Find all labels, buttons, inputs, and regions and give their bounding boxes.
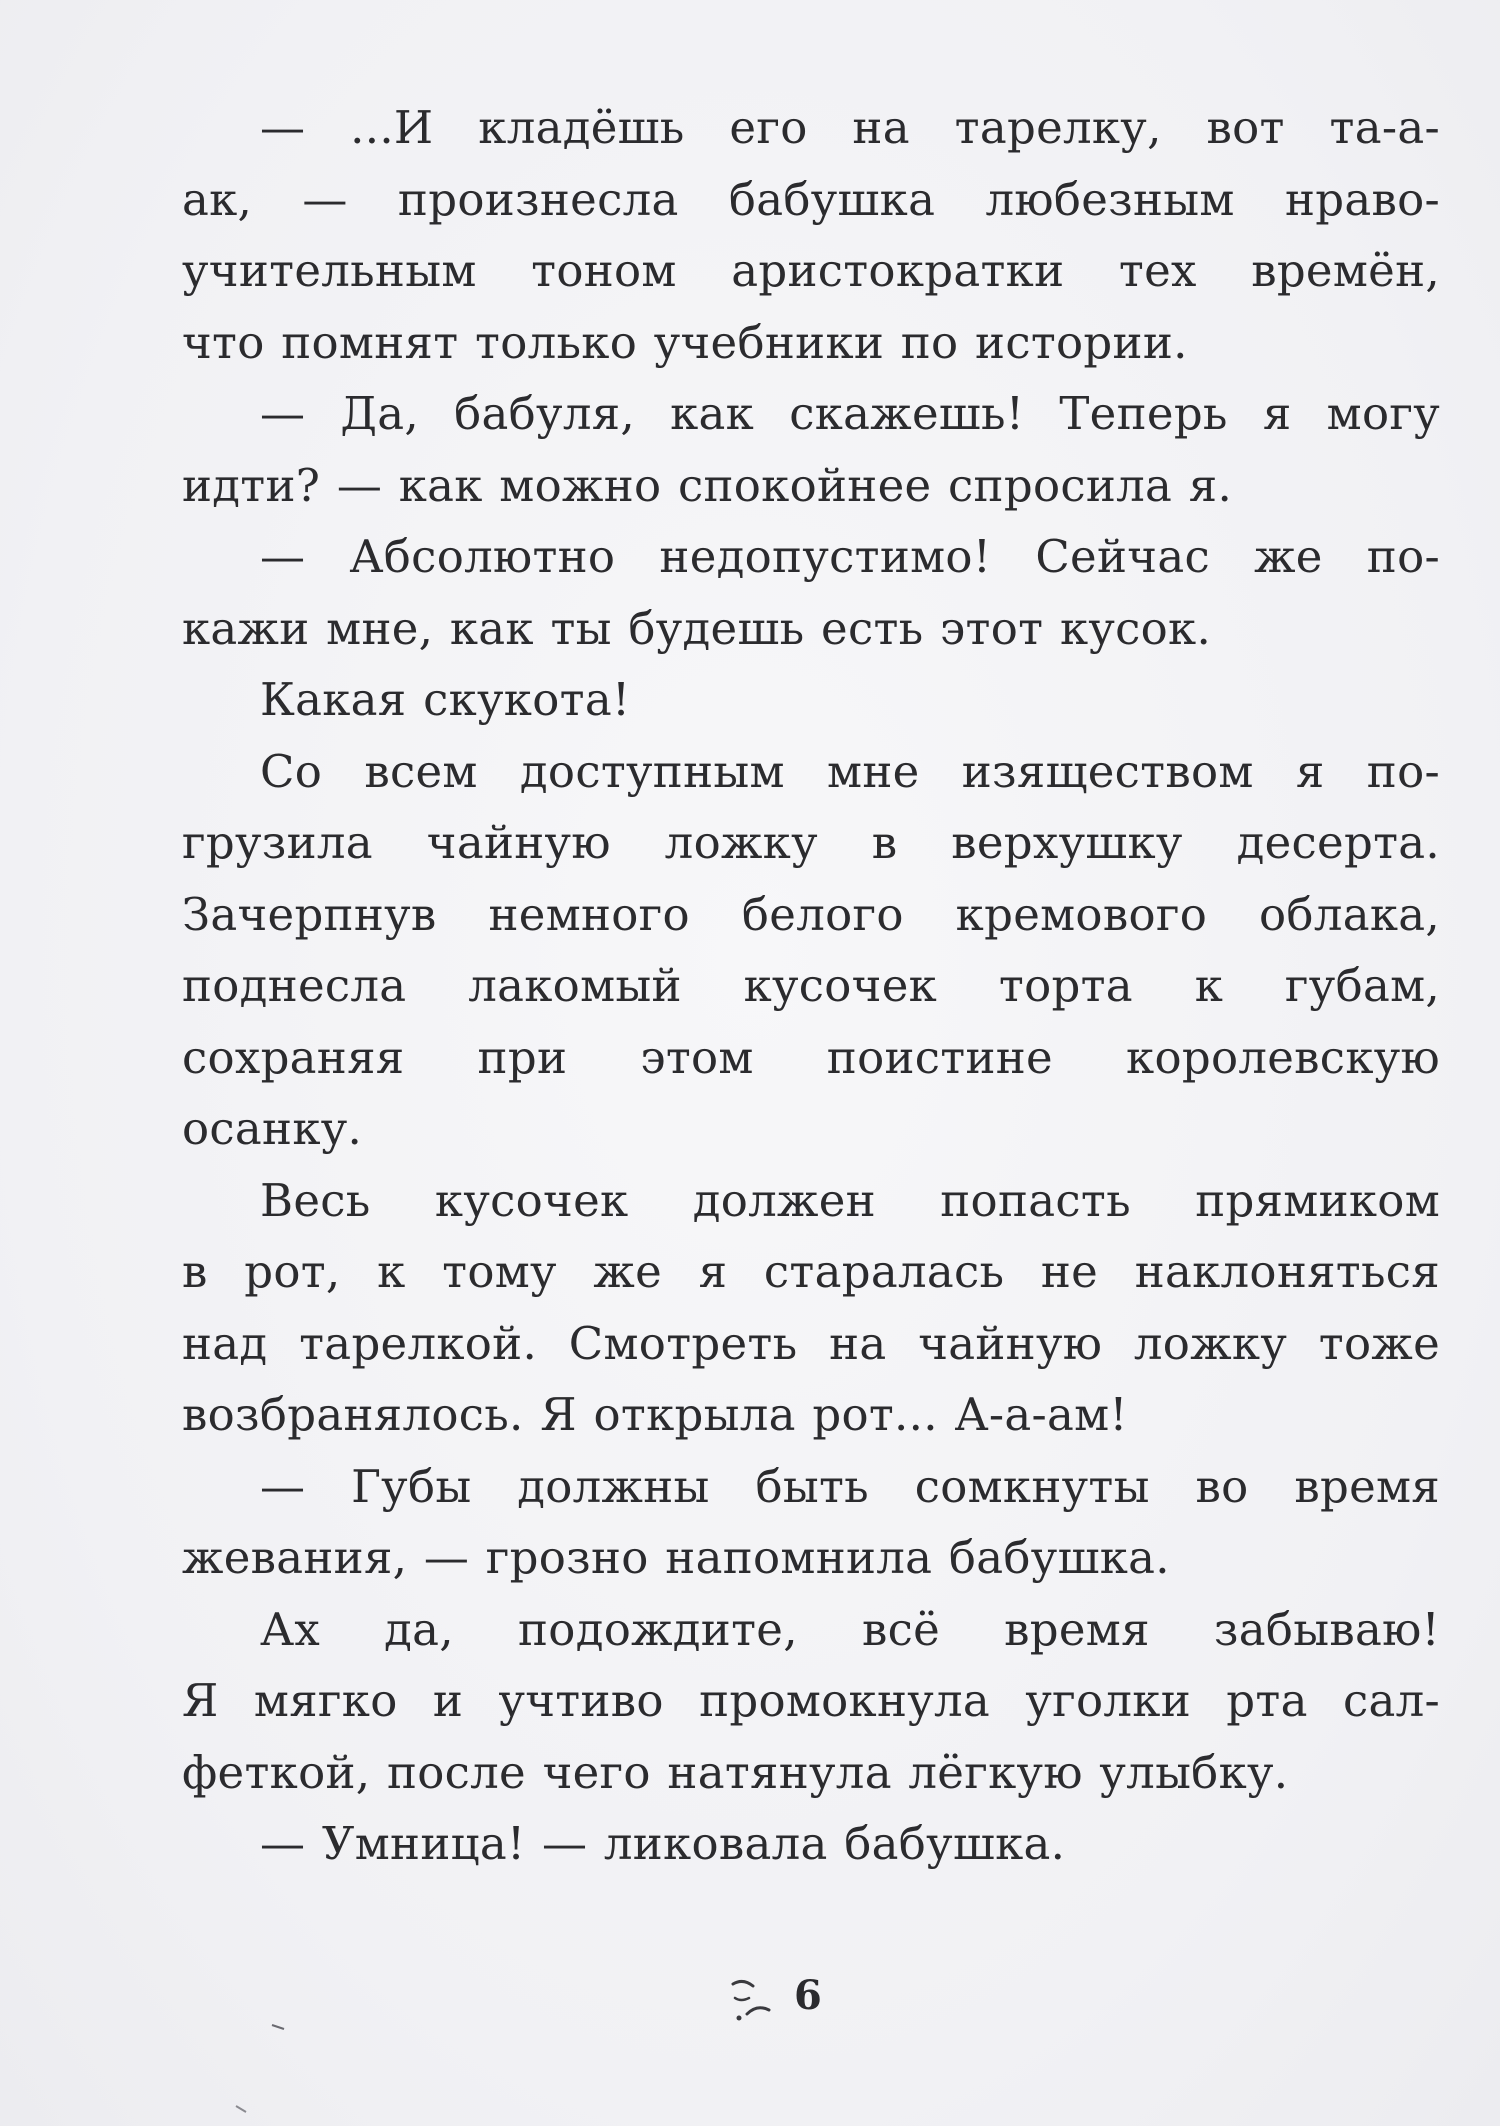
text-line: идти? — как можно спокойнее спросила я. xyxy=(182,458,1233,512)
text-line: что помнят только учебники по истории. xyxy=(182,315,1188,369)
text-line: сохраняя при этом поистине королевскую xyxy=(182,1030,1440,1084)
paragraph xyxy=(182,736,1440,1165)
text-line: Я мягко и учтиво промокнула уголки рта сал- xyxy=(182,1674,1440,1727)
text-line: Весь кусочек должен попасть прямиком xyxy=(260,1173,1440,1227)
paragraph xyxy=(182,521,1440,664)
text-line: поднесла лакомый кусочек торта к губам, xyxy=(182,959,1440,1012)
page-footer xyxy=(0,1972,1500,2032)
text-line: — ...И кладёшь его на тарелку, вот та-а- xyxy=(260,101,1440,154)
text-line: над тарелкой. Смотреть на чайную ложку тоже xyxy=(182,1316,1440,1370)
text-line: Зачерпнув немного белого кремового облака, xyxy=(182,887,1440,941)
text-line: Со всем доступным мне изяществом я по- xyxy=(260,744,1440,798)
text-line: ак, — произнесла бабушка любезным нраво- xyxy=(182,172,1440,226)
text-line: кажи мне, как ты будешь есть этот кусок. xyxy=(182,601,1212,655)
text-line: жевания, — грозно напомнила бабушка. xyxy=(182,1531,1170,1584)
text-line: феткой, после чего натянула лёгкую улыбку. xyxy=(182,1745,1289,1799)
swirl-ornament-icon xyxy=(725,1974,781,2026)
text-line: — Умница! — ликовала бабушка. xyxy=(260,1817,1066,1870)
paragraph xyxy=(182,1808,1440,1880)
text-line: — Абсолютно недопустимо! Сейчас же по- xyxy=(260,530,1440,583)
text-line: учительным тоном аристократки тех времён, xyxy=(182,244,1440,297)
paragraph xyxy=(182,1594,1440,1809)
text-line: грузила чайную ложку в верхушку десерта. xyxy=(182,816,1440,869)
text-line: осанку. xyxy=(182,1102,363,1155)
paragraph xyxy=(182,1451,1440,1594)
paragraph xyxy=(182,1165,1440,1451)
text-line: в рот, к тому же я старалась не наклоняться xyxy=(182,1245,1440,1298)
text-line: Какая скукота! xyxy=(260,673,631,726)
paragraph xyxy=(182,92,1440,378)
paragraph xyxy=(182,378,1440,521)
paragraph xyxy=(182,664,1440,736)
text-line: — Губы должны быть сомкнуты во время xyxy=(260,1459,1440,1513)
text-line: Ах да, подождите, всё время забываю! xyxy=(260,1602,1440,1656)
text-line: — Да, бабуля, как скажешь! Теперь я могу xyxy=(260,387,1440,440)
page-number: 6 xyxy=(794,1972,822,2019)
page-body-text xyxy=(182,92,1440,1880)
text-line: возбранялось. Я открыла рот... А-а-ам! xyxy=(182,1388,1128,1441)
